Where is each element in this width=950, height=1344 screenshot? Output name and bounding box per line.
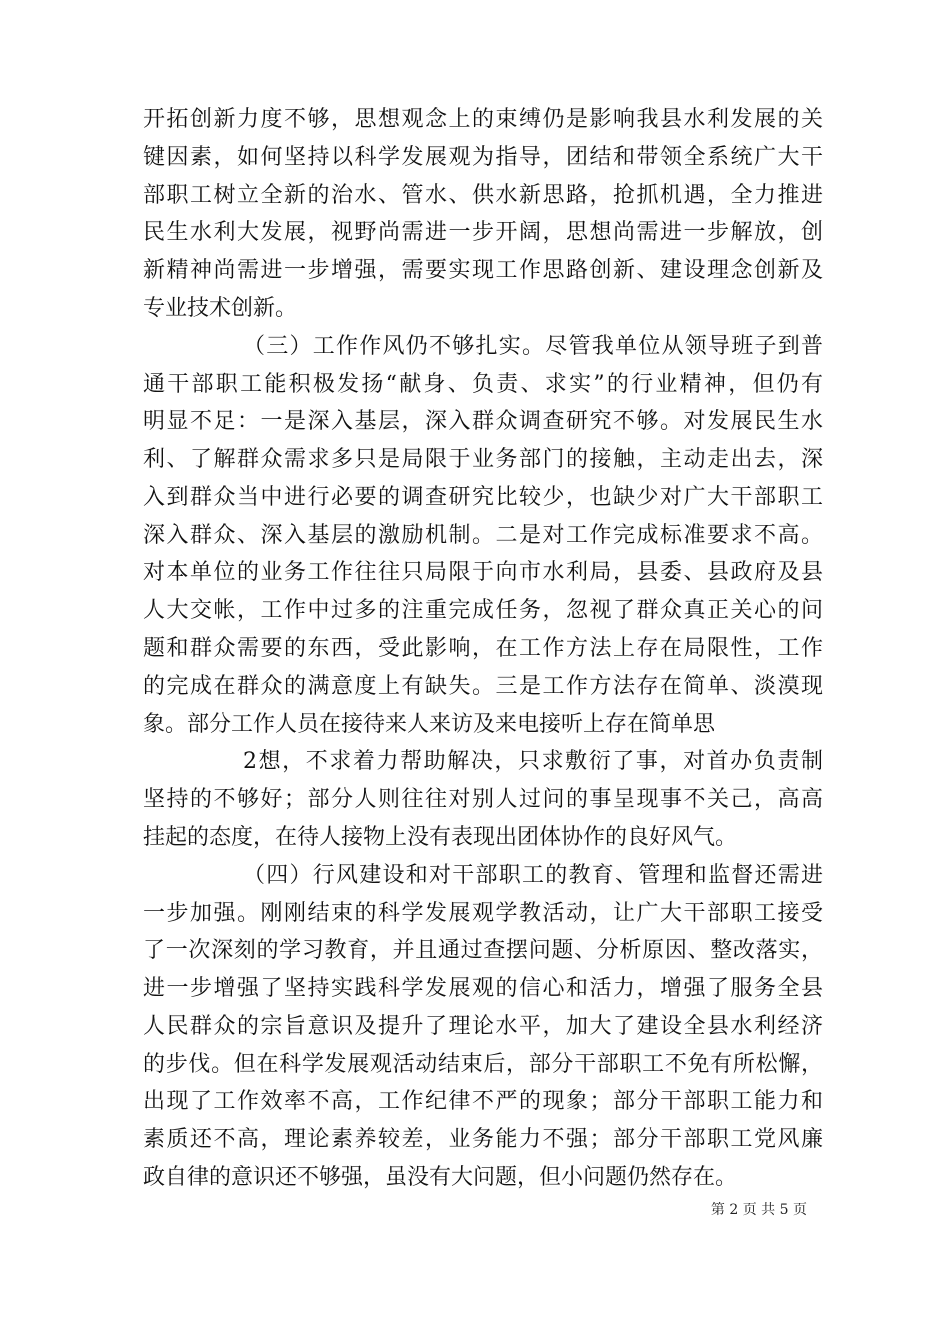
text-line: （三）工作作风仍不够扎实。尽管我单位从领导班子到普: [243, 334, 823, 359]
text-line: 挂起的态度，在待人接物上没有表现出团体协作的良好风气。: [143, 825, 738, 850]
text-line: 利、了解群众需求多只是局限于业务部门的接触，主动走出去，深: [143, 447, 823, 472]
text-line: 素质还不高，理论素养较差，业务能力不强；部分干部职工党风廉: [143, 1127, 823, 1152]
text-line: 专业技术创新。: [143, 296, 298, 321]
text-line: 坚持的不够好；部分人则往往对别人过问的事呈现事不关己，高高: [143, 787, 823, 812]
text-line: 象。部分工作人员在接待来人来访及来电接听上存在简单思: [143, 712, 716, 737]
text-line: 键因素，如何坚持以科学发展观为指导，团结和带领全系统广大干: [143, 145, 823, 170]
text-line: 题和群众需要的东西，受此影响，在工作方法上存在局限性，工作: [143, 636, 823, 661]
page-number-footer: 第 2 页 共 5 页: [710, 1202, 807, 1218]
text-line: 部职工树立全新的治水、管水、供水新思路，抢抓机遇，全力推进: [143, 183, 823, 208]
text-line: 开拓创新力度不够，思想观念上的束缚仍是影响我县水利发展的关: [143, 107, 823, 132]
text-line: 政自律的意识还不够强，虽没有大问题，但小问题仍然存在。: [143, 1165, 738, 1190]
text-line: 通干部职工能积极发扬“献身、负责、求实”的行业精神，但仍有: [143, 372, 823, 397]
text-line: 2想，不求着力帮助解决，只求敷衍了事，对首办负责制: [243, 749, 823, 774]
text-line: 人大交帐，工作中过多的注重完成任务，忽视了群众真正关心的问: [143, 598, 823, 623]
text-line: （四）行风建设和对干部职工的教育、管理和监督还需进: [243, 863, 823, 888]
text-line: 出现了工作效率不高，工作纪律不严的现象；部分干部职工能力和: [143, 1089, 823, 1114]
text-line: 对本单位的业务工作往往只局限于向市水利局，县委、县政府及县: [143, 560, 823, 585]
text-line: 人民群众的宗旨意识及提升了理论水平，加大了建设全县水利经济: [143, 1014, 823, 1039]
text-line: 进一步增强了坚持实践科学发展观的信心和活力，增强了服务全县: [143, 976, 823, 1001]
text-line: 新精神尚需进一步增强，需要实现工作思路创新、建设理念创新及: [143, 258, 823, 283]
text-line: 了一次深刻的学习教育，并且通过查摆问题、分析原因、整改落实，: [143, 938, 823, 963]
text-line: 的完成在群众的满意度上有缺失。三是工作方法存在简单、淡漠现: [143, 674, 823, 699]
text-line: 明显不足：一是深入基层，深入群众调查研究不够。对发展民生水: [143, 409, 823, 434]
text-line: 的步伐。但在科学发展观活动结束后，部分干部职工不免有所松懈，: [143, 1052, 823, 1077]
text-line: 深入群众、深入基层的激励机制。二是对工作完成标准要求不高。: [143, 523, 823, 548]
text-line: 民生水利大发展，视野尚需进一步开阔，思想尚需进一步解放，创: [143, 220, 823, 245]
text-line: 入到群众当中进行必要的调查研究比较少，也缺少对广大干部职工: [143, 485, 823, 510]
text-line: 一步加强。刚刚结束的科学发展观学教活动，让广大干部职工接受: [143, 901, 823, 926]
